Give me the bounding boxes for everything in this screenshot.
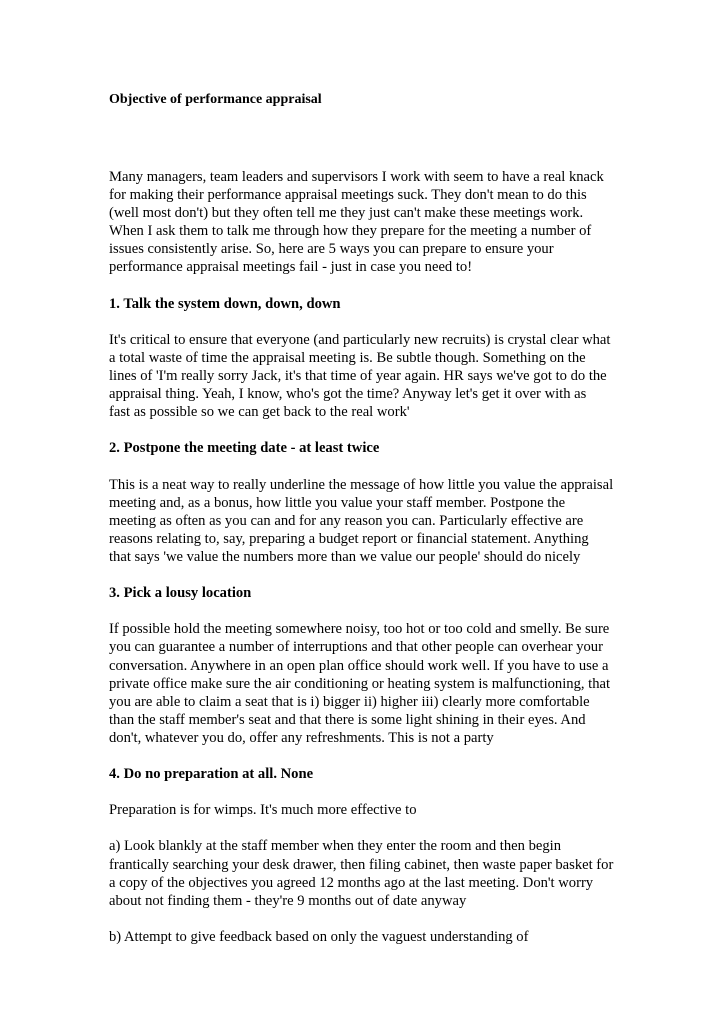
text-line: Many managers, team leaders and supervisors I work with seem to have a real knack <box>109 169 604 185</box>
section-heading-2: 2. Postpone the meeting date - at least twice <box>109 440 380 457</box>
section-paragraph-3 <box>109 620 629 747</box>
text-line: performance appraisal meetings fail - just in case you need to! <box>109 259 473 276</box>
text-line: you are able to claim a seat that is i) bigger ii) higher iii) clearly more comfortable <box>109 693 590 710</box>
text-line: a) Look blankly at the staff member when they enter the room and then begin <box>109 838 561 855</box>
section-heading-4: 4. Do no preparation at all. None <box>109 766 314 783</box>
text-line: When I ask them to talk me through how they prepare for the meeting a number of <box>109 223 592 240</box>
text-line: Preparation is for wimps. It's much more effective to <box>109 802 417 819</box>
text-line: issues consistently arise. So, here are 5 ways you can prepare to ensure your <box>109 241 554 258</box>
text-line: conversation. Anywhere in an open plan office should work well. If you have to use a <box>109 657 609 674</box>
document-body <box>109 168 629 964</box>
text-line: about not finding them - they're 9 months out of date anyway <box>109 892 467 909</box>
intro-paragraph <box>109 168 629 277</box>
text-line: It's critical to ensure that everyone (and particularly new recruits) is crystal clear what <box>109 331 611 348</box>
section-heading-1: 1. Talk the system down, down, down <box>109 295 341 312</box>
text-line: frantically searching your desk drawer, then filing cabinet, then waste paper basket for <box>109 856 614 873</box>
section-paragraph-2 <box>109 476 629 566</box>
text-line: private office make sure the air conditioning or heating system is malfunctioning, that <box>109 675 611 692</box>
text-line: that says 'we value the numbers more than we value our people' should do nicely <box>109 548 581 565</box>
text-line: a total waste of time the appraisal meeting is. Be subtle though. Something on the <box>109 349 586 366</box>
list-item-a <box>109 837 629 909</box>
section-paragraph-1 <box>109 331 629 421</box>
text-line: you can guarantee a number of interruptions and that other people can overhear your <box>109 639 603 656</box>
section-intro-4 <box>109 801 629 819</box>
text-line: If possible hold the meeting somewhere noisy, too hot or too cold and smelly. Be sure <box>109 621 610 638</box>
text-line: don't, whatever you do, offer any refreshments. This is not a party <box>109 729 494 746</box>
section-heading-3: 3. Pick a lousy location <box>109 585 252 602</box>
text-line: This is a neat way to really underline the message of how little you value the appraisal <box>109 476 614 493</box>
text-line: fast as possible so we can get back to the real work' <box>109 404 410 421</box>
list-item-b <box>109 928 629 946</box>
document-title: Objective of performance appraisal <box>109 92 322 107</box>
text-line: for making their performance appraisal meetings suck. They don't mean to do this <box>109 187 587 204</box>
text-line: meeting as often as you can and for any reason you can. Particularly effective are <box>109 512 584 529</box>
text-line: lines of 'I'm really sorry Jack, it's that time of year again. HR says we've got to do the <box>109 368 607 385</box>
text-line: b) Attempt to give feedback based on only the vaguest understanding of <box>109 928 529 945</box>
text-line: than the staff member's seat and that there is some light shining in their eyes. And <box>109 711 586 728</box>
text-line: meeting and, as a bonus, how little you value your staff member. Postpone the <box>109 494 566 511</box>
text-line: appraisal thing. Yeah, I know, who's got the time? Anyway let's get it over with as <box>109 386 587 403</box>
text-line: reasons relating to, say, preparing a budget report or financial statement. Anything <box>109 530 589 547</box>
text-line: (well most don't) but they often tell me they just can't make these meetings work. <box>109 205 584 222</box>
text-line: a copy of the objectives you agreed 12 months ago at the last meeting. Don't worry <box>109 874 594 891</box>
